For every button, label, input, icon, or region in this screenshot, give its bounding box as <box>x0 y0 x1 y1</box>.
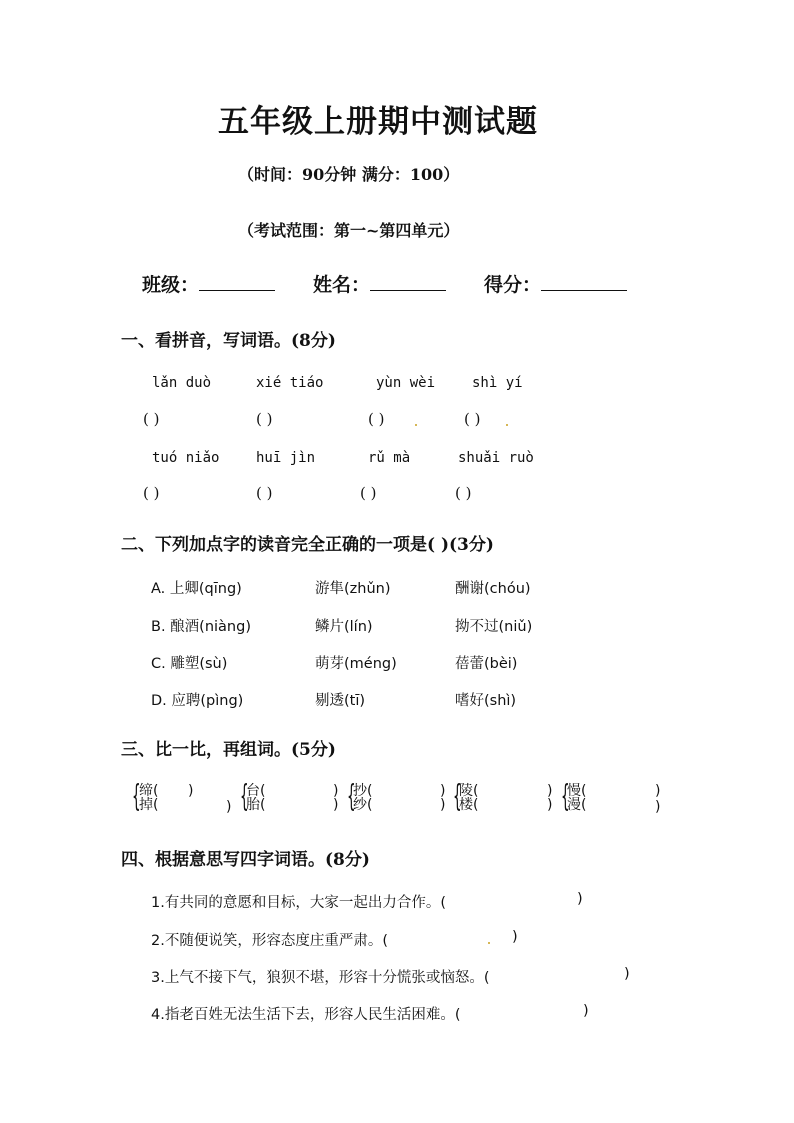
compare-char: 掉( <box>139 797 159 813</box>
compare-close: ) <box>547 797 553 813</box>
question-item: 2.不随便说笑，形容态度庄重严肃。( <box>151 933 388 949</box>
option-a-word2: 游隼(zhǔn) <box>315 581 391 597</box>
pinyin-item: yùn wèi <box>376 375 436 391</box>
answer-blank[interactable]: ( ) <box>143 410 160 428</box>
answer-close: ) <box>577 891 583 907</box>
time-info: （时间：90分钟 满分：100） <box>238 165 460 184</box>
compare-char: 胎( <box>246 797 266 813</box>
compare-close: ) <box>333 797 339 813</box>
class-label: 班级： <box>142 274 200 296</box>
option-a-word3: 酬谢(chóu) <box>455 581 531 597</box>
option-d-word3: 嗜好(shì) <box>455 693 517 709</box>
score-field <box>484 270 627 297</box>
score-label: 得分： <box>484 274 542 296</box>
pinyin-item: rǔ mà <box>368 450 411 466</box>
stray-dot <box>488 942 490 944</box>
answer-blank[interactable]: ( ) <box>360 484 377 502</box>
class-field <box>142 270 275 297</box>
pinyin-item: huī jìn <box>256 450 316 466</box>
stray-dot <box>415 424 417 426</box>
question-item: 4.指老百姓无法生活下去，形容人民生活困难。( <box>151 1007 461 1023</box>
scope-info: （考试范围：第一~第四单元） <box>238 221 460 240</box>
brace-icon: { <box>132 779 141 814</box>
answer-blank[interactable]: ( ) <box>368 410 385 428</box>
stray-dot <box>506 424 508 426</box>
answer-blank[interactable]: ( ) <box>455 484 472 502</box>
name-field <box>313 270 446 297</box>
section2-heading: 二、下列加点字的读音完全正确的一项是( )(3分) <box>121 535 494 555</box>
section3-heading: 三、比一比，再组词。(5分) <box>121 740 336 760</box>
option-d-word1: D. 应聘(pìng) <box>151 693 244 709</box>
compare-close: ) <box>440 783 446 799</box>
section4-heading: 四、根据意思写四字词语。(8分) <box>121 850 370 870</box>
compare-close: ) <box>226 799 232 815</box>
compare-close: ) <box>655 799 661 815</box>
compare-close: ) <box>440 797 446 813</box>
compare-char: 台( <box>246 783 266 799</box>
page-title: 五年级上册期中测试题 <box>218 104 538 140</box>
compare-char: 漫( <box>567 797 587 813</box>
brace-icon: { <box>453 779 462 814</box>
answer-blank[interactable]: ( ) <box>256 484 273 502</box>
option-d-word2: 剔透(tī) <box>315 693 366 709</box>
question-item: 3.上气不接下气，狼狈不堪，形容十分慌张或恼怒。( <box>151 970 490 986</box>
compare-close: ) <box>333 783 339 799</box>
answer-close: ) <box>583 1003 589 1019</box>
name-blank[interactable] <box>370 272 446 291</box>
option-b-word2: 鳞片(lín) <box>315 619 373 635</box>
class-blank[interactable] <box>199 272 275 291</box>
score-blank[interactable] <box>541 272 627 291</box>
section1-heading: 一、看拼音，写词语。(8分) <box>121 331 336 351</box>
option-b-word1: B. 酿酒(niàng) <box>151 619 251 635</box>
answer-close: ) <box>624 966 630 982</box>
brace-icon: { <box>347 779 356 814</box>
pinyin-item: shuǎi ruò <box>458 450 534 466</box>
compare-char: 纱( <box>353 797 373 813</box>
brace-icon: { <box>561 779 570 814</box>
compare-close: ) <box>188 783 194 799</box>
option-a-word1: A. 上卿(qīng) <box>151 581 242 597</box>
answer-close: ) <box>512 929 518 945</box>
question-item: 1.有共同的意愿和目标，大家一起出力合作。( <box>151 895 446 911</box>
name-label: 姓名： <box>313 274 371 296</box>
option-c-word1: C. 雕塑(sù) <box>151 656 228 672</box>
compare-close: ) <box>655 783 661 799</box>
compare-char: 抄( <box>353 783 373 799</box>
compare-char: 慢( <box>567 783 587 799</box>
answer-blank[interactable]: ( ) <box>143 484 160 502</box>
option-b-word3: 拗不过(niǔ) <box>455 619 533 635</box>
pinyin-item: xié tiáo <box>256 375 324 391</box>
compare-close: ) <box>547 783 553 799</box>
option-c-word2: 萌芽(méng) <box>315 656 397 672</box>
answer-blank[interactable]: ( ) <box>464 410 481 428</box>
pinyin-item: lǎn duò <box>152 375 212 391</box>
compare-char: 缔( <box>139 783 159 799</box>
pinyin-item: tuó niǎo <box>152 450 220 466</box>
pinyin-item: shì yí <box>472 375 523 391</box>
answer-blank[interactable]: ( ) <box>256 410 273 428</box>
option-c-word3: 蓓蕾(bèi) <box>455 656 518 672</box>
compare-char: 陵( <box>459 783 479 799</box>
brace-icon: { <box>240 779 249 814</box>
compare-char: 楼( <box>459 797 479 813</box>
